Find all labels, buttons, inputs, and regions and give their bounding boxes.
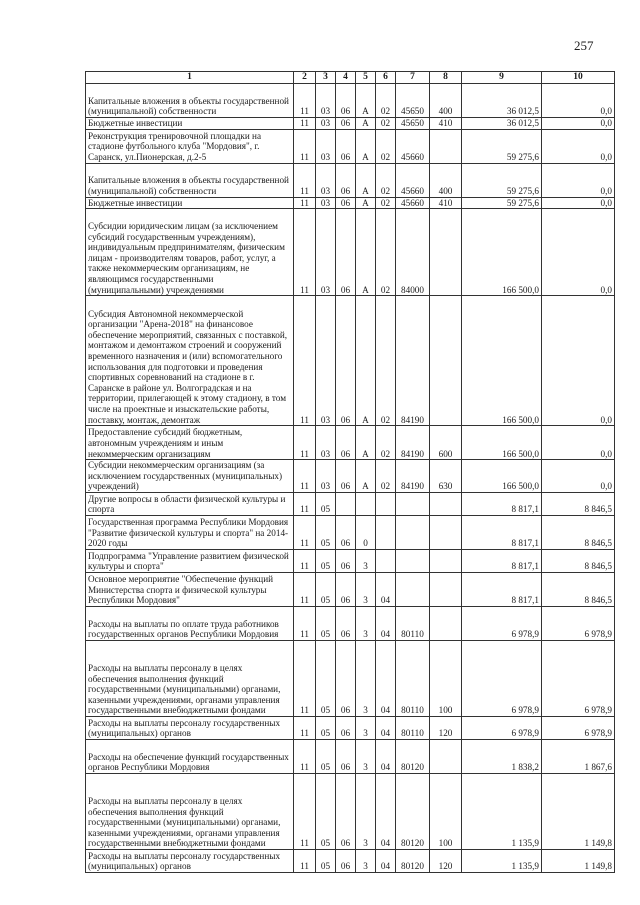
row-description: Капитальные вложения в объекты государственной (муниципальной) собственности — [86, 163, 294, 197]
subsection-code: 05 — [316, 739, 336, 773]
amount-year-1: 8 817,1 — [462, 515, 542, 549]
program-code: 06 — [336, 549, 356, 572]
subsection-code: 03 — [316, 163, 336, 197]
amount-year-2: 8 846,5 — [542, 572, 615, 606]
program-code: 06 — [336, 739, 356, 773]
amount-year-1: 166 500,0 — [462, 460, 542, 493]
amount-year-1: 1 135,9 — [462, 773, 542, 849]
subprogram-code: А — [356, 209, 376, 296]
amount-year-2: 6 978,9 — [542, 606, 615, 640]
table-row — [86, 849, 615, 872]
activity-code: 02 — [376, 118, 396, 130]
amount-year-2: 8 846,5 — [542, 515, 615, 549]
subsection-code: 05 — [316, 572, 336, 606]
direction-code — [396, 549, 430, 572]
row-description: Государственная программа Республики Мордовия "Развитие физической культуры и спорта" на 2014-2020 годы — [86, 515, 294, 549]
amount-year-2: 0,0 — [542, 129, 615, 163]
amount-year-2: 0,0 — [542, 163, 615, 197]
direction-code — [396, 572, 430, 606]
section-code: 11 — [294, 129, 316, 163]
subprogram-code: А — [356, 426, 376, 460]
subprogram-code: 3 — [356, 572, 376, 606]
row-description: Расходы на выплаты персоналу государственных (муниципальных) органов — [86, 716, 294, 739]
amount-year-2: 1 867,6 — [542, 739, 615, 773]
expense-type-code — [430, 739, 462, 773]
expense-type-code — [430, 209, 462, 296]
expense-type-code: 400 — [430, 163, 462, 197]
program-code: 06 — [336, 209, 356, 296]
column-header: 3 — [316, 72, 336, 84]
activity-code: 02 — [376, 460, 396, 493]
amount-year-1: 1 135,9 — [462, 849, 542, 872]
row-description: Основное мероприятие "Обеспечение функций Министерства спорта и физической культуры Республики Мордовия" — [86, 572, 294, 606]
activity-code — [376, 515, 396, 549]
expense-type-code — [430, 129, 462, 163]
subsection-code: 03 — [316, 84, 336, 118]
subsection-code: 03 — [316, 426, 336, 460]
expense-type-code — [430, 296, 462, 426]
activity-code: 02 — [376, 209, 396, 296]
activity-code: 04 — [376, 739, 396, 773]
subprogram-code: А — [356, 163, 376, 197]
amount-year-1: 6 978,9 — [462, 640, 542, 716]
subsection-code: 05 — [316, 515, 336, 549]
subprogram-code: А — [356, 129, 376, 163]
expense-type-code — [430, 572, 462, 606]
activity-code: 02 — [376, 163, 396, 197]
amount-year-1: 8 817,1 — [462, 549, 542, 572]
row-description: Расходы на обеспечение функций государственных органов Республики Мордовия — [86, 739, 294, 773]
table-row — [86, 716, 615, 739]
row-description: Предоставление субсидий бюджетным, автономным учреждениям и иным некоммерческим организациям — [86, 426, 294, 460]
table-row — [86, 492, 615, 515]
subsection-code: 03 — [316, 129, 336, 163]
section-code: 11 — [294, 197, 316, 209]
column-header: 4 — [336, 72, 356, 84]
expense-type-code: 120 — [430, 849, 462, 872]
table-row — [86, 773, 615, 849]
table-row — [86, 739, 615, 773]
subsection-code: 03 — [316, 296, 336, 426]
subsection-code: 03 — [316, 209, 336, 296]
section-code: 11 — [294, 773, 316, 849]
row-description: Субсидии некоммерческим организациям (за исключением государственных (муниципальных) учреждений) — [86, 460, 294, 493]
section-code: 11 — [294, 460, 316, 493]
header-row — [86, 72, 615, 84]
row-description: Расходы на выплаты по оплате труда работников государственных органов Республики Мордовия — [86, 606, 294, 640]
amount-year-2: 8 846,5 — [542, 549, 615, 572]
direction-code — [396, 492, 430, 515]
subprogram-code: 3 — [356, 773, 376, 849]
program-code: 06 — [336, 129, 356, 163]
expense-type-code — [430, 549, 462, 572]
program-code: 06 — [336, 773, 356, 849]
row-description: Расходы на выплаты персоналу государственных (муниципальных) органов — [86, 849, 294, 872]
amount-year-1: 166 500,0 — [462, 296, 542, 426]
program-code: 06 — [336, 606, 356, 640]
subprogram-code: 3 — [356, 849, 376, 872]
expense-type-code — [430, 515, 462, 549]
subprogram-code: 3 — [356, 716, 376, 739]
expense-type-code: 410 — [430, 118, 462, 130]
section-code: 11 — [294, 84, 316, 118]
column-header: 1 — [86, 72, 294, 84]
direction-code: 84000 — [396, 209, 430, 296]
subprogram-code: 3 — [356, 549, 376, 572]
subsection-code: 03 — [316, 197, 336, 209]
expense-type-code: 630 — [430, 460, 462, 493]
amount-year-1: 36 012,5 — [462, 118, 542, 130]
activity-code: 04 — [376, 773, 396, 849]
amount-year-2: 6 978,9 — [542, 640, 615, 716]
direction-code: 80120 — [396, 739, 430, 773]
amount-year-2: 6 978,9 — [542, 716, 615, 739]
amount-year-2: 0,0 — [542, 460, 615, 493]
subprogram-code: 3 — [356, 739, 376, 773]
column-header: 8 — [430, 72, 462, 84]
amount-year-1: 59 275,6 — [462, 129, 542, 163]
row-description: Другие вопросы в области физической культуры и спорта — [86, 492, 294, 515]
row-description: Бюджетные инвестиции — [86, 197, 294, 209]
section-code: 11 — [294, 716, 316, 739]
subsection-code: 05 — [316, 549, 336, 572]
direction-code — [396, 515, 430, 549]
activity-code: 02 — [376, 84, 396, 118]
row-description: Субсидии юридическим лицам (за исключением субсидий государственным учреждениям), индивидуальным предпринимателям, физическим лицам - производителям товаров, работ, услуг, а также некоммерческим организациям, не являющимся государственными (муниципальными) учреждениями — [86, 209, 294, 296]
subprogram-code: 3 — [356, 640, 376, 716]
row-description: Расходы на выплаты персоналу в целях обеспечения выполнения функций государственными (муниципальными) органами, казенными учреждениями, органами управления государственными внебюджетными фондами — [86, 640, 294, 716]
expense-type-code: 400 — [430, 84, 462, 118]
direction-code: 45660 — [396, 129, 430, 163]
amount-year-1: 166 500,0 — [462, 209, 542, 296]
row-description: Подпрограмма "Управление развитием физической культуры и спорта" — [86, 549, 294, 572]
column-header: 9 — [462, 72, 542, 84]
table-row — [86, 84, 615, 118]
section-code: 11 — [294, 739, 316, 773]
direction-code: 45650 — [396, 118, 430, 130]
table-row — [86, 515, 615, 549]
subprogram-code: 3 — [356, 606, 376, 640]
activity-code: 02 — [376, 296, 396, 426]
amount-year-2: 0,0 — [542, 197, 615, 209]
section-code: 11 — [294, 426, 316, 460]
subprogram-code: А — [356, 84, 376, 118]
amount-year-1: 6 978,9 — [462, 606, 542, 640]
program-code: 06 — [336, 515, 356, 549]
activity-code: 04 — [376, 606, 396, 640]
expense-type-code — [430, 606, 462, 640]
section-code: 11 — [294, 118, 316, 130]
column-header: 2 — [294, 72, 316, 84]
direction-code: 80120 — [396, 849, 430, 872]
program-code — [336, 492, 356, 515]
table-row — [86, 640, 615, 716]
activity-code — [376, 492, 396, 515]
program-code: 06 — [336, 460, 356, 493]
activity-code: 04 — [376, 849, 396, 872]
expense-type-code: 120 — [430, 716, 462, 739]
section-code: 11 — [294, 515, 316, 549]
page-number: 257 — [574, 38, 594, 53]
subsection-code: 05 — [316, 640, 336, 716]
subsection-code: 03 — [316, 118, 336, 130]
expense-type-code — [430, 492, 462, 515]
direction-code: 84190 — [396, 426, 430, 460]
subsection-code: 05 — [316, 849, 336, 872]
budget-table — [85, 71, 615, 873]
subsection-code: 05 — [316, 773, 336, 849]
table-row — [86, 606, 615, 640]
table-row — [86, 197, 615, 209]
amount-year-1: 6 978,9 — [462, 716, 542, 739]
subsection-code: 05 — [316, 606, 336, 640]
column-header: 7 — [396, 72, 430, 84]
section-code: 11 — [294, 572, 316, 606]
amount-year-2: 1 149,8 — [542, 773, 615, 849]
program-code: 06 — [336, 118, 356, 130]
direction-code: 45660 — [396, 163, 430, 197]
amount-year-2: 0,0 — [542, 426, 615, 460]
activity-code: 02 — [376, 129, 396, 163]
section-code: 11 — [294, 492, 316, 515]
program-code: 06 — [336, 640, 356, 716]
table-row — [86, 118, 615, 130]
direction-code: 84190 — [396, 460, 430, 493]
program-code: 06 — [336, 716, 356, 739]
table-row — [86, 129, 615, 163]
direction-code: 80110 — [396, 716, 430, 739]
table-row — [86, 296, 615, 426]
column-header: 6 — [376, 72, 396, 84]
subprogram-code — [356, 492, 376, 515]
amount-year-1: 1 838,2 — [462, 739, 542, 773]
table-row — [86, 549, 615, 572]
activity-code: 04 — [376, 640, 396, 716]
section-code: 11 — [294, 549, 316, 572]
direction-code: 45660 — [396, 197, 430, 209]
row-description: Субсидия Автономной некоммерческой организации "Арена-2018" на финансовое обеспечение мероприятий, связанных с поставкой, монтажом и демонтажом строений и сооружений временного назначения и (или) вспомогательного использования для подготовки и проведения спортивных соревнований на стадионе в г. Саранске в районе ул. Волгоградская и на территории, прилегающей к этому стадиону, в том числе на проектные и изыскательские работы, поставку, монтаж, демонтаж — [86, 296, 294, 426]
section-code: 11 — [294, 296, 316, 426]
column-header: 5 — [356, 72, 376, 84]
amount-year-2: 8 846,5 — [542, 492, 615, 515]
table-row — [86, 426, 615, 460]
subprogram-code: А — [356, 197, 376, 209]
expense-type-code: 600 — [430, 426, 462, 460]
row-description: Реконструкция тренировочной площадки на стадионе футбольного клуба "Мордовия", г. Саранск, ул.Пионерская, д.2-5 — [86, 129, 294, 163]
direction-code: 80110 — [396, 640, 430, 716]
amount-year-1: 59 275,6 — [462, 163, 542, 197]
expense-type-code: 100 — [430, 773, 462, 849]
amount-year-1: 59 275,6 — [462, 197, 542, 209]
direction-code: 45650 — [396, 84, 430, 118]
section-code: 11 — [294, 606, 316, 640]
subprogram-code: 0 — [356, 515, 376, 549]
amount-year-2: 0,0 — [542, 84, 615, 118]
amount-year-2: 0,0 — [542, 209, 615, 296]
column-header: 10 — [542, 72, 615, 84]
expense-type-code: 410 — [430, 197, 462, 209]
amount-year-1: 8 817,1 — [462, 492, 542, 515]
table-row — [86, 209, 615, 296]
row-description: Бюджетные инвестиции — [86, 118, 294, 130]
amount-year-1: 36 012,5 — [462, 84, 542, 118]
activity-code: 02 — [376, 426, 396, 460]
row-description: Капитальные вложения в объекты государственной (муниципальной) собственности — [86, 84, 294, 118]
amount-year-2: 1 149,8 — [542, 849, 615, 872]
row-description: Расходы на выплаты персоналу в целях обеспечения выполнения функций государственными (муниципальными) органами, казенными учреждениями, органами управления государственными внебюджетными фондами — [86, 773, 294, 849]
activity-code — [376, 549, 396, 572]
program-code: 06 — [336, 197, 356, 209]
subsection-code: 05 — [316, 716, 336, 739]
amount-year-1: 8 817,1 — [462, 572, 542, 606]
section-code: 11 — [294, 209, 316, 296]
table-row — [86, 460, 615, 493]
section-code: 11 — [294, 163, 316, 197]
amount-year-2: 0,0 — [542, 296, 615, 426]
program-code: 06 — [336, 572, 356, 606]
subprogram-code: А — [356, 118, 376, 130]
table-row — [86, 163, 615, 197]
program-code: 06 — [336, 426, 356, 460]
subsection-code: 05 — [316, 492, 336, 515]
amount-year-2: 0,0 — [542, 118, 615, 130]
subprogram-code: А — [356, 460, 376, 493]
section-code: 11 — [294, 640, 316, 716]
program-code: 06 — [336, 163, 356, 197]
expense-type-code: 100 — [430, 640, 462, 716]
program-code: 06 — [336, 296, 356, 426]
section-code: 11 — [294, 849, 316, 872]
program-code: 06 — [336, 84, 356, 118]
table-row — [86, 572, 615, 606]
subprogram-code: А — [356, 296, 376, 426]
activity-code: 04 — [376, 572, 396, 606]
activity-code: 02 — [376, 197, 396, 209]
subsection-code: 03 — [316, 460, 336, 493]
direction-code: 84190 — [396, 296, 430, 426]
direction-code: 80110 — [396, 606, 430, 640]
direction-code: 80120 — [396, 773, 430, 849]
program-code: 06 — [336, 849, 356, 872]
amount-year-1: 166 500,0 — [462, 426, 542, 460]
activity-code: 04 — [376, 716, 396, 739]
